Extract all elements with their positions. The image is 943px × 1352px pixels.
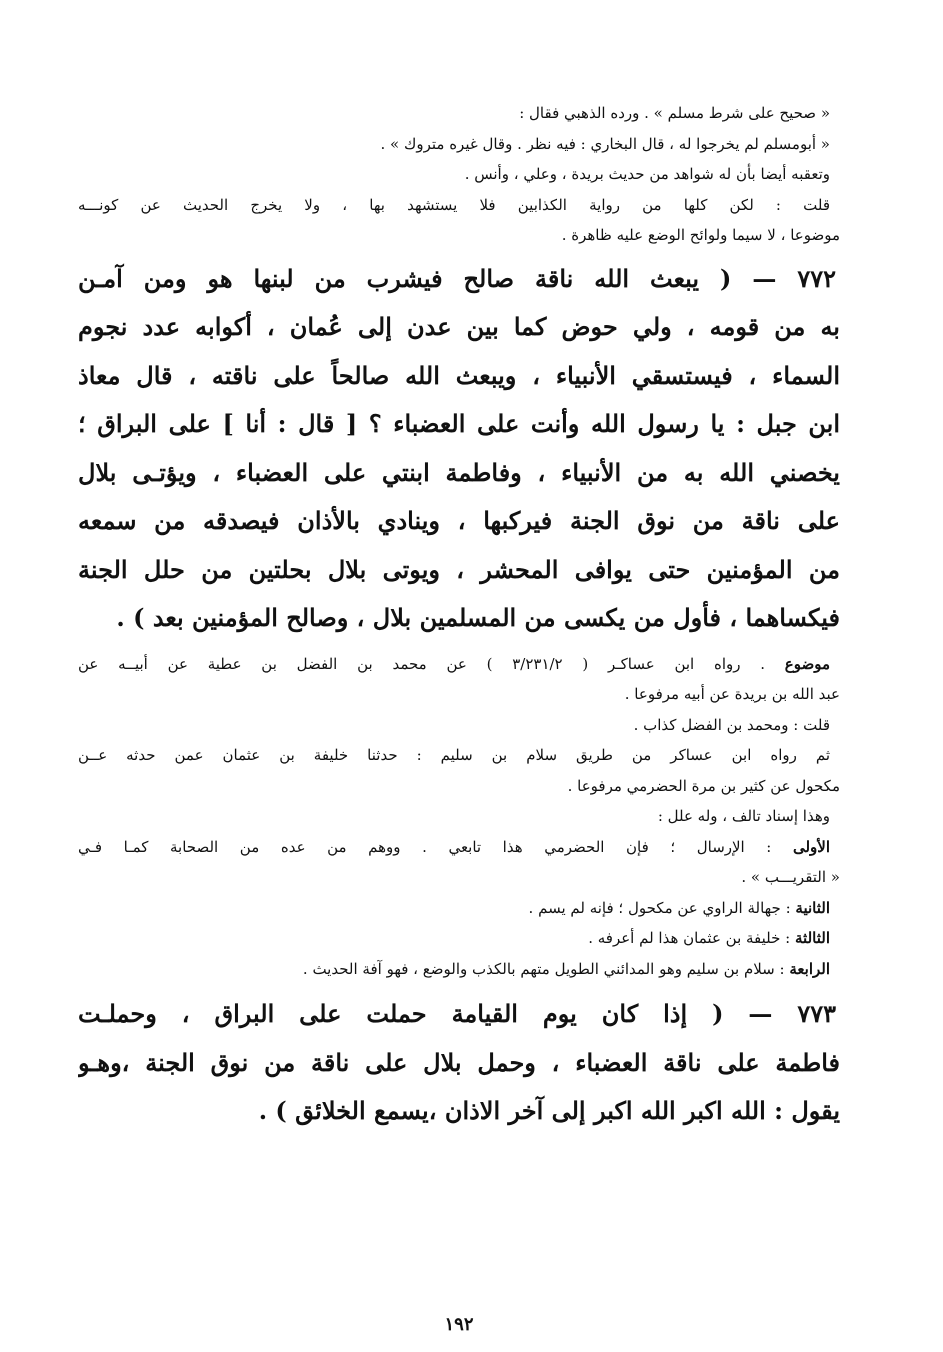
hadith-line: من المؤمنين حتى يوافى المحشر ، ويوتى بلال بحلتين من حلل الجنة [78,554,840,584]
hadith-773 [78,990,840,1136]
hadith-772 [78,255,840,643]
hadith-line: ٧٧٢ — ( يبعث الله ناقة صالح فيشرب من لبنها هو ومن آمـن [78,263,836,293]
defect-label: الثالثة [795,929,830,947]
text-line: « صحيح على شرط مسلم » . ورده الذهبي فقال : [519,104,830,122]
text-line: موضوعا ، لا سيما ولوائح الوضع عليه ظاهرة . [561,226,840,244]
text-line: الثانية : جهالة الراوي عن مكحول ؛ فإنه لم يسم . [528,898,830,917]
grading-label: موضوع [784,654,831,673]
hadith-line: يخصني الله به من الأنبياء ، وفاطمة ابنتي على العضباء ، ويؤتـى بلال [78,457,840,487]
hadith-line: ابن جبل : يا رسول الله وأنت على العضباء ؟ [ قال : أنا ] على البراق ؛ [78,409,840,438]
hadith-line: يقول : الله اكبر الله اكبر إلى آخر الاذان ،يسمع الخلائق ) . [258,1096,840,1125]
hadith-line: فيكساهما ، فأول من يكسى من المسلمين بلال ، وصالح المؤمنين بعد ) . [116,603,840,632]
preceding-commentary [78,98,840,251]
hadith-line: على ناقة من نوق الجنة فيركبها ، وينادي بالأذان فيصدقه من سمعه [78,506,840,535]
defect-label: الرابعة [789,959,830,978]
text-line: ثم رواه ابن عساكر من طريق سلام بن سليم : حدثنا خليفة بن عثمان عمن حدثه عــن [78,746,830,764]
text-line: الثالثة : خليفة بن عثمان هذا لم أعرفه . [588,929,830,947]
text-line: الرابعة : سلام بن سليم وهو المدائني الطويل متهم بالكذب والوضع ، فهو آفة الحديث . [302,959,830,978]
text-line: قلت : ومحمد بن الفضل كذاب . [633,715,830,734]
text-line: وهذا إسناد تالف ، وله علل : [657,807,830,825]
page-number: ١٩٢ [444,1314,474,1335]
text-line: الأولى : الإرسال ؛ فإن الحضرمي هذا تابعي . ووهم من عده من الصحابة كمـا فـي [78,837,830,856]
page [78,98,840,1338]
hadith-line: ٧٧٣ — ( إذا كان يوم القيامة حملت على البراق ، وحملـت [78,999,836,1028]
text-line: عبد الله بن بريدة عن أبيه مرفوعا . [624,685,840,703]
text-line: « التقريـــب » . [741,868,840,886]
hadith-line: السماء ، فيستسقي الأنبياء ، ويبعث الله صالحاً على ناقته ، قال معاذ [78,360,840,390]
hadith-772-commentary [78,649,840,985]
text-line: موضوع . رواه ابن عساكـر ( ٣/٢٣١/٢ ) عن محمد بن الفضل بن عطية عن أبيــه عن [78,654,831,673]
defect-label: الثانية [795,898,830,917]
hadith-line: فاطمة على ناقة العضباء ، وحمل بلال على ناقة من نوق الجنة ،وهـو [78,1047,840,1077]
text-line: وتعقبه أيضا بأن له شواهد من حديث بريدة ، وعلي ، وأنس . [464,165,830,183]
text-line: مكحول عن كثير بن مرة الحضرمي مرفوعا . [567,776,840,795]
hadith-line: به من قومه ، ولي حوض كما بين عدن إلى عُمان ، أكوابه عدد نجوم [78,312,840,341]
defect-label: الأولى [792,837,830,856]
text-line: « أبومسلم لم يخرجوا له ، قال البخاري : فيه نظر . وقال غيره متروك » . [380,134,830,153]
text-line: قلت : لكن كلها من رواية الكذابين فلا يستشهد بها ، ولا يخرج الحديث عن كونـــه [78,195,830,214]
